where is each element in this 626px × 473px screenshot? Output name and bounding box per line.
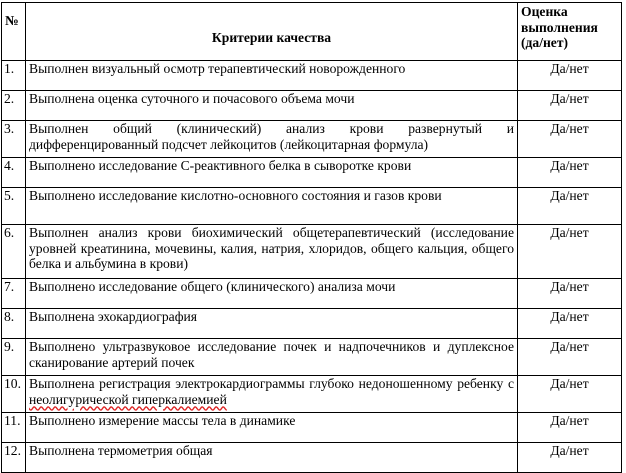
row-mark: Да/нет <box>518 61 622 91</box>
header-number: № <box>2 3 26 61</box>
row-number: 10. <box>2 376 26 413</box>
row-criteria: Выполнена термометрия общая <box>26 443 518 473</box>
row-number: 2. <box>2 91 26 121</box>
quality-criteria-table <box>1 2 622 473</box>
row-number: 6. <box>2 225 26 279</box>
table-row <box>2 121 622 158</box>
row-criteria: Выполнено исследование С-реактивного белка в сыворотке крови <box>26 158 518 188</box>
row-mark: Да/нет <box>518 158 622 188</box>
row-number: 11. <box>2 413 26 443</box>
header-mark-line1: Оценка <box>521 4 568 19</box>
table-row <box>2 158 622 188</box>
row-number: 12. <box>2 443 26 473</box>
table-row <box>2 309 622 339</box>
row-number: 4. <box>2 158 26 188</box>
row-number: 7. <box>2 279 26 309</box>
header-mark-line3: (да/нет) <box>521 35 569 50</box>
row-mark: Да/нет <box>518 225 622 279</box>
row-criteria: Выполнен общий (клинический) анализ крови развернутый и дифференцированный подсчет лейкоцитов (лейкоцитарная формула) <box>26 121 518 158</box>
table-row <box>2 376 622 413</box>
row-number: 5. <box>2 188 26 225</box>
row-criteria: Выполнен анализ крови биохимический общетерапевтический (исследование уровней креатинина, мочевины, калия, натрия, хлоридов, общего кальция, общего белка и альбумина в крови) <box>26 225 518 279</box>
row-number: 8. <box>2 309 26 339</box>
row-mark: Да/нет <box>518 309 622 339</box>
header-criteria: Критерии качества <box>26 3 518 61</box>
table-row <box>2 443 622 473</box>
row-number: 1. <box>2 61 26 91</box>
header-mark-line2: выполнения <box>521 19 598 35</box>
row-mark: Да/нет <box>518 188 622 225</box>
row-criteria: Выполнено измерение массы тела в динамике <box>26 413 518 443</box>
table-row <box>2 225 622 279</box>
table-row <box>2 61 622 91</box>
header-mark <box>518 3 622 61</box>
row-mark: Да/нет <box>518 339 622 376</box>
table-row <box>2 91 622 121</box>
row-mark: Да/нет <box>518 121 622 158</box>
row-criteria <box>26 376 518 413</box>
row-criteria: Выполнено ультразвуковое исследование почек и надпочечников и дуплексное сканирование артерий почек <box>26 339 518 376</box>
row-mark: Да/нет <box>518 443 622 473</box>
spellcheck-underlined-text: неолигурической гиперкалиемией <box>29 391 227 407</box>
table-row <box>2 339 622 376</box>
row-criteria: Выполнена эхокардиография <box>26 309 518 339</box>
row-mark: Да/нет <box>518 376 622 413</box>
table-row <box>2 188 622 225</box>
table-header-row <box>2 3 622 61</box>
row-mark: Да/нет <box>518 91 622 121</box>
table-row <box>2 279 622 309</box>
row-criteria: Выполнен визуальный осмотр терапевтический новорожденного <box>26 61 518 91</box>
row-number: 3. <box>2 121 26 158</box>
row-mark: Да/нет <box>518 279 622 309</box>
row-criteria: Выполнено исследование общего (клинического) анализа мочи <box>26 279 518 309</box>
table-row <box>2 413 622 443</box>
row-criteria: Выполнена оценка суточного и почасового объема мочи <box>26 91 518 121</box>
row-number: 9. <box>2 339 26 376</box>
row-mark: Да/нет <box>518 413 622 443</box>
row-criteria: Выполнено исследование кислотно-основного состояния и газов крови <box>26 188 518 225</box>
row-criteria-text: Выполнена регистрация электрокардиограммы глубоко недоношенному ребенку с <box>29 376 514 391</box>
